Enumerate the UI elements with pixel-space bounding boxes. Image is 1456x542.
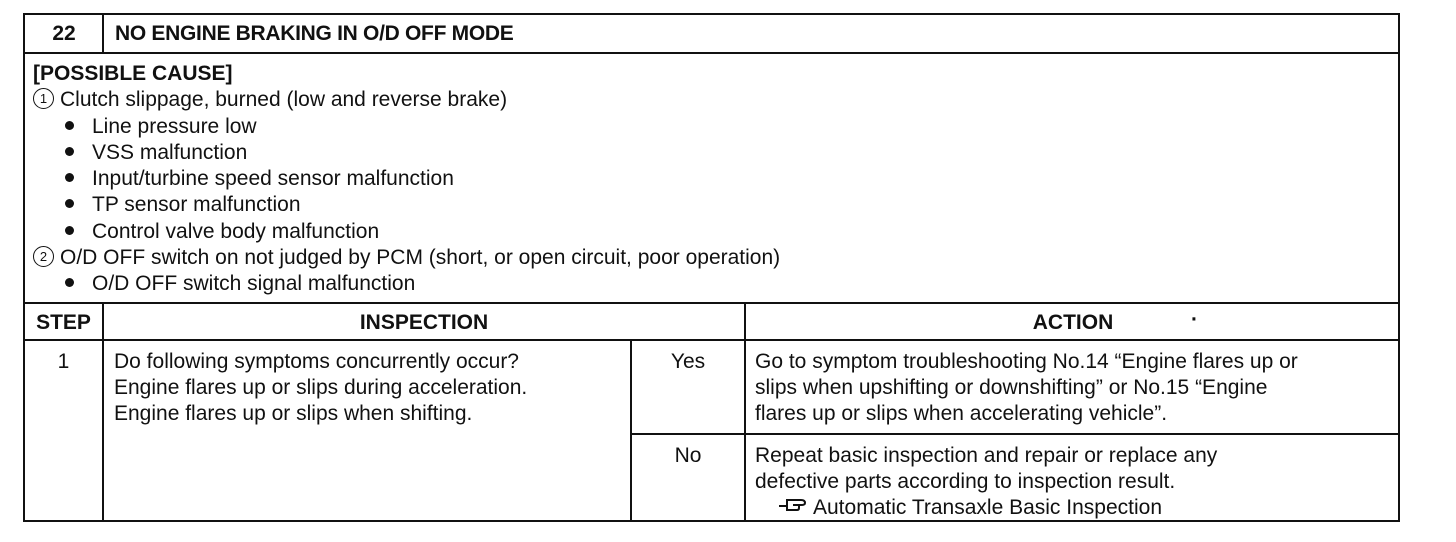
step-number: 1 [57, 350, 70, 373]
step-header: STEP [36, 311, 91, 334]
inspection-text [114, 349, 624, 427]
inspection-header: INSPECTION [359, 311, 489, 334]
answer-no: No [674, 444, 702, 467]
stray-mark: · [1191, 308, 1198, 331]
bullet-icon [65, 199, 74, 208]
problem-number: 22 [52, 21, 76, 45]
reference-line [755, 495, 1395, 521]
cause-divider [25, 302, 1398, 304]
cause-text: Clutch slippage, burned (low and reverse brake) [60, 88, 508, 112]
inspection-line: Engine flares up or slips when shifting. [114, 402, 473, 425]
possible-cause-section [33, 61, 780, 298]
cause-bullet [33, 166, 780, 192]
reference-link[interactable]: Automatic Transaxle Basic Inspection [813, 496, 1163, 519]
action-no [755, 443, 1395, 521]
circled-number-1: 1 [33, 88, 54, 109]
bullet-text: VSS malfunction [92, 140, 248, 164]
bullet-icon [65, 121, 74, 130]
possible-cause-heading: [POSSIBLE CAUSE] [33, 62, 233, 85]
bullet-icon [65, 278, 74, 287]
cause-bullet [33, 140, 780, 166]
bullet-icon [65, 173, 74, 182]
inspection-line: Do following symptoms concurrently occur? [114, 350, 519, 373]
action-header: ACTION [1032, 311, 1114, 334]
action-line: Repeat basic inspection and repair or replace any [755, 444, 1218, 467]
cause-bullet [33, 192, 780, 218]
answer-yes: Yes [670, 350, 706, 373]
circled-number-2: 2 [33, 246, 54, 267]
action-line: flares up or slips when accelerating vehicle”. [755, 402, 1168, 425]
cause-text: O/D OFF switch on not judged by PCM (short, or open circuit, poor operation) [60, 246, 781, 270]
action-yes [755, 349, 1395, 427]
bullet-text: O/D OFF switch signal malfunction [92, 272, 416, 296]
pointing-hand-icon [777, 493, 809, 519]
problem-title: NO ENGINE BRAKING IN O/D OFF MODE [115, 21, 514, 45]
bullet-icon [65, 226, 74, 235]
bullet-text: Line pressure low [92, 114, 257, 138]
cause-bullet [33, 114, 780, 140]
inspection-line: Engine flares up or slips during acceleration. [114, 376, 528, 399]
title-divider [25, 52, 1398, 54]
action-line: defective parts according to inspection result. [755, 470, 1176, 493]
cause-bullet [33, 219, 780, 245]
answer-row-divider [630, 433, 1398, 435]
cause-item [33, 87, 780, 113]
action-line: Go to symptom troubleshooting No.14 “Engine flares up or [755, 350, 1298, 373]
cause-item [33, 245, 780, 271]
bullet-text: Input/turbine speed sensor malfunction [92, 167, 454, 191]
troubleshooting-sheet [23, 13, 1400, 522]
action-line: slips when upshifting or downshifting” or No.15 “Engine [755, 376, 1268, 399]
bullet-text: TP sensor malfunction [92, 193, 301, 217]
cause-bullet [33, 271, 780, 297]
bullet-icon [65, 147, 74, 156]
bullet-text: Control valve body malfunction [92, 219, 380, 243]
